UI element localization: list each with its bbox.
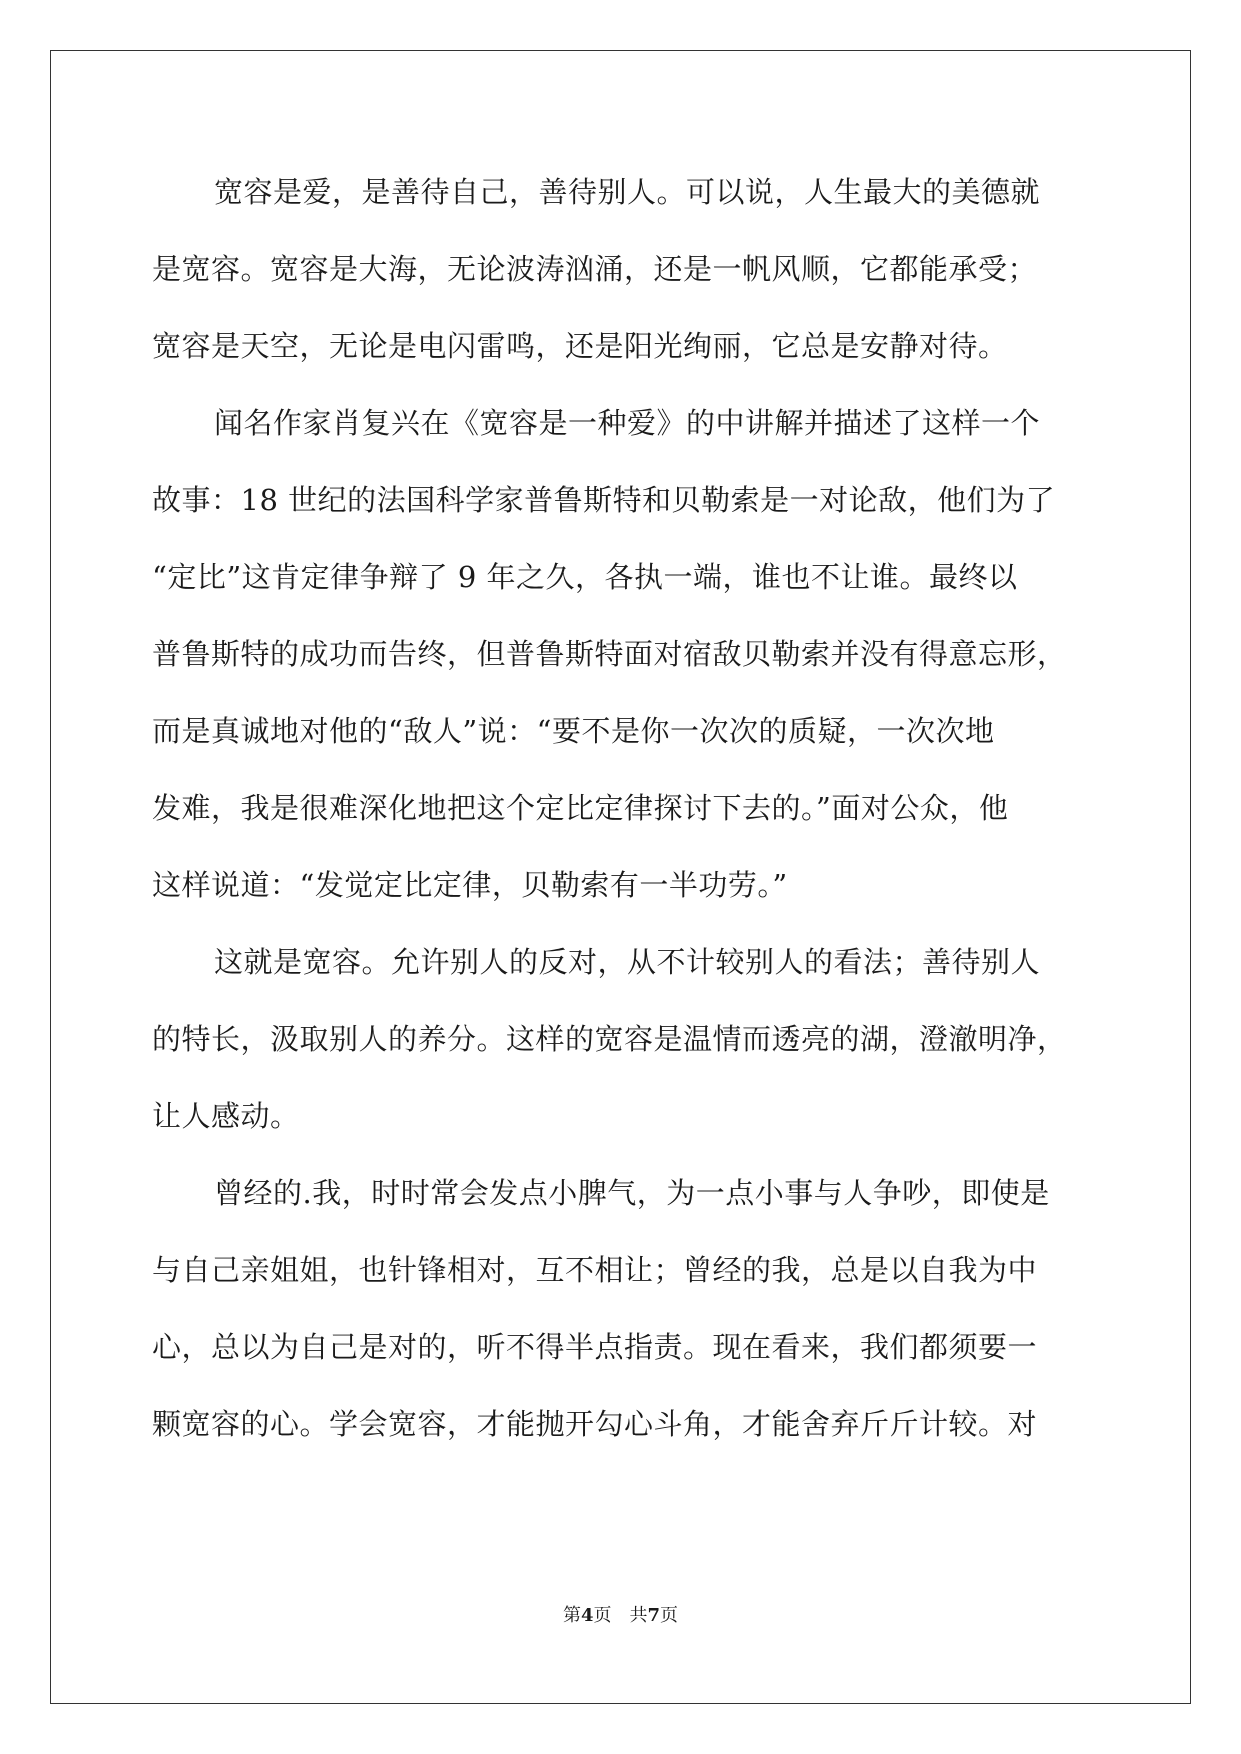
- footer-current-page: 4: [580, 1605, 594, 1626]
- footer-page-unit: 页: [593, 1605, 612, 1626]
- paragraph-2-line-3: “定比”这肯定律争辩了 9 年之久，各执一端，谁也不让谁。最终以: [152, 560, 1018, 594]
- paragraph-3-line-3: 让人感动。: [152, 1099, 300, 1133]
- footer-total-pages: 7: [647, 1605, 661, 1626]
- footer-total-prefix: 共: [629, 1605, 648, 1626]
- paragraph-4-line-3: 心，总以为自己是对的，听不得半点指责。现在看来，我们都须要一: [152, 1330, 1038, 1364]
- paragraph-4-line-4: 颗宽容的心。学会宽容，才能抛开勾心斗角，才能舍弃斤斤计较。对: [152, 1407, 1038, 1441]
- paragraph-3-line-1: 这就是宽容。允许别人的反对，从不计较别人的看法；善待别人: [214, 945, 1041, 979]
- footer-page-prefix: 第: [562, 1605, 581, 1626]
- paragraph-4-line-1: 曾经的.我，时时常会发点小脾气，为一点小事与人争吵，即使是: [214, 1176, 1050, 1210]
- footer-total-unit: 页: [660, 1605, 679, 1626]
- paragraph-2-line-4: 普鲁斯特的成功而告终，但普鲁斯特面对宿敌贝勒索并没有得意忘形，: [152, 637, 1067, 671]
- page-footer: [0, 1604, 1241, 1628]
- paragraph-2-line-6: 发难，我是很难深化地把这个定比定律探讨下去的。”面对公众，他: [152, 791, 1009, 825]
- paragraph-1-line-3: 宽容是天空，无论是电闪雷鸣，还是阳光绚丽，它总是安静对待。: [152, 329, 1008, 363]
- paragraph-2-line-7: 这样说道：“发觉定比定律，贝勒索有一半功劳。”: [152, 868, 788, 902]
- paragraph-1-line-1: 宽容是爱，是善待自己，善待别人。可以说，人生最大的美德就: [214, 175, 1041, 209]
- paragraph-4-line-2: 与自己亲姐姐，也针锋相对，互不相让；曾经的我，总是以自我为中: [152, 1253, 1038, 1287]
- paragraph-2-line-5: 而是真诚地对他的“敌人”说：“要不是你一次次的质疑，一次次地: [152, 714, 995, 748]
- paragraph-2-line-2: 故事：18 世纪的法国科学家普鲁斯特和贝勒索是一对论敌，他们为了: [152, 483, 1056, 517]
- paragraph-1-line-2: 是宽容。宽容是大海，无论波涛汹涌，还是一帆风顺，它都能承受；: [152, 252, 1038, 286]
- paragraph-3-line-2: 的特长，汲取别人的养分。这样的宽容是温情而透亮的湖，澄澈明净，: [152, 1022, 1067, 1056]
- paragraph-2-line-1: 闻名作家肖复兴在《宽容是一种爱》的中讲解并描述了这样一个: [214, 406, 1041, 440]
